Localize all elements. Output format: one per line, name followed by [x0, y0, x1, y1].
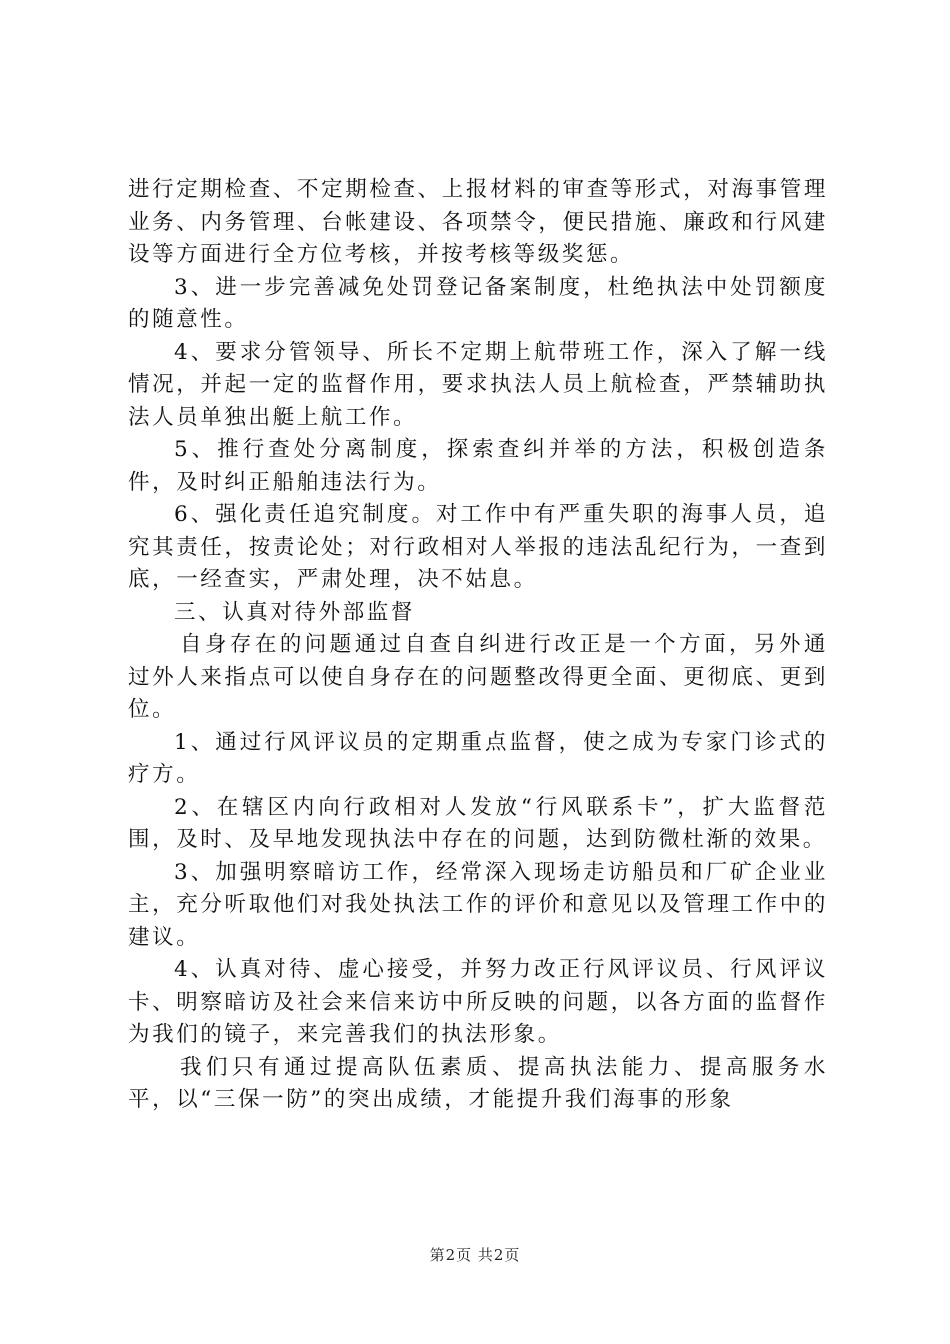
paragraph-section-intro: 自身存在的问题通过自查自纠进行改正是一个方面，另外通过外人来指点可以使自身存在的问题整改得更全面、更彻底、更到位。 — [128, 632, 828, 722]
paragraph-conclusion: 我们只有通过提高队伍素质、提高执法能力、提高服务水平，以“三保一防”的突出成绩，才能提升我们海事的形象 — [128, 1054, 828, 1112]
document-body — [128, 174, 828, 1117]
paragraph-item-6: 6、强化责任追究制度。对工作中有严重失职的海事人员，追究其责任，按责论处；对行政相对人举报的违法乱纪行为，一查到底，一经查实，严肃处理，决不姑息。 — [128, 502, 828, 592]
paragraph-item-3: 3、进一步完善减免处罚登记备案制度，杜绝执法中处罚额度的随意性。 — [128, 274, 828, 332]
paragraph-item-4b: 4、认真对待、虚心接受，并努力改正行风评议员、行风评议卡、明察暗访及社会来信来访中所反映的问题，以各方面的监督作为我们的镜子，来完善我们的执法形象。 — [128, 957, 828, 1047]
page-number-footer: 第2页 共2页 — [429, 1246, 521, 1264]
paragraph-item-1: 1、通过行风评议员的定期重点监督，使之成为专家门诊式的疗方。 — [128, 729, 828, 787]
paragraph-item-5: 5、推行查处分离制度，探索查纠并举的方法，积极创造条件，及时纠正船舶违法行为。 — [128, 437, 828, 495]
section-heading-3: 三、认真对待外部监督 — [174, 599, 416, 625]
paragraph-item-4: 4、要求分管领导、所长不定期上航带班工作，深入了解一线情况，并起一定的监督作用，要求执法人员上航检查，严禁辅助执法人员单独出艇上航工作。 — [128, 339, 828, 430]
paragraph-item-3b: 3、加强明察暗访工作，经常深入现场走访船员和厂矿企业业主，充分听取他们对我处执法工作的评价和意见以及管理工作中的建议。 — [128, 859, 828, 950]
paragraph-item-2: 2、在辖区内向行政相对人发放“行风联系卡”，扩大监督范围，及时、及早地发现执法中存在的问题，达到防微杜渐的效果。 — [128, 794, 828, 852]
paragraph-continuation: 进行定期检查、不定期检查、上报材料的审查等形式，对海事管理业务、内务管理、台帐建设、各项禁令，便民措施、廉政和行风建设等方面进行全方位考核，并按考核等级奖惩。 — [128, 177, 828, 267]
